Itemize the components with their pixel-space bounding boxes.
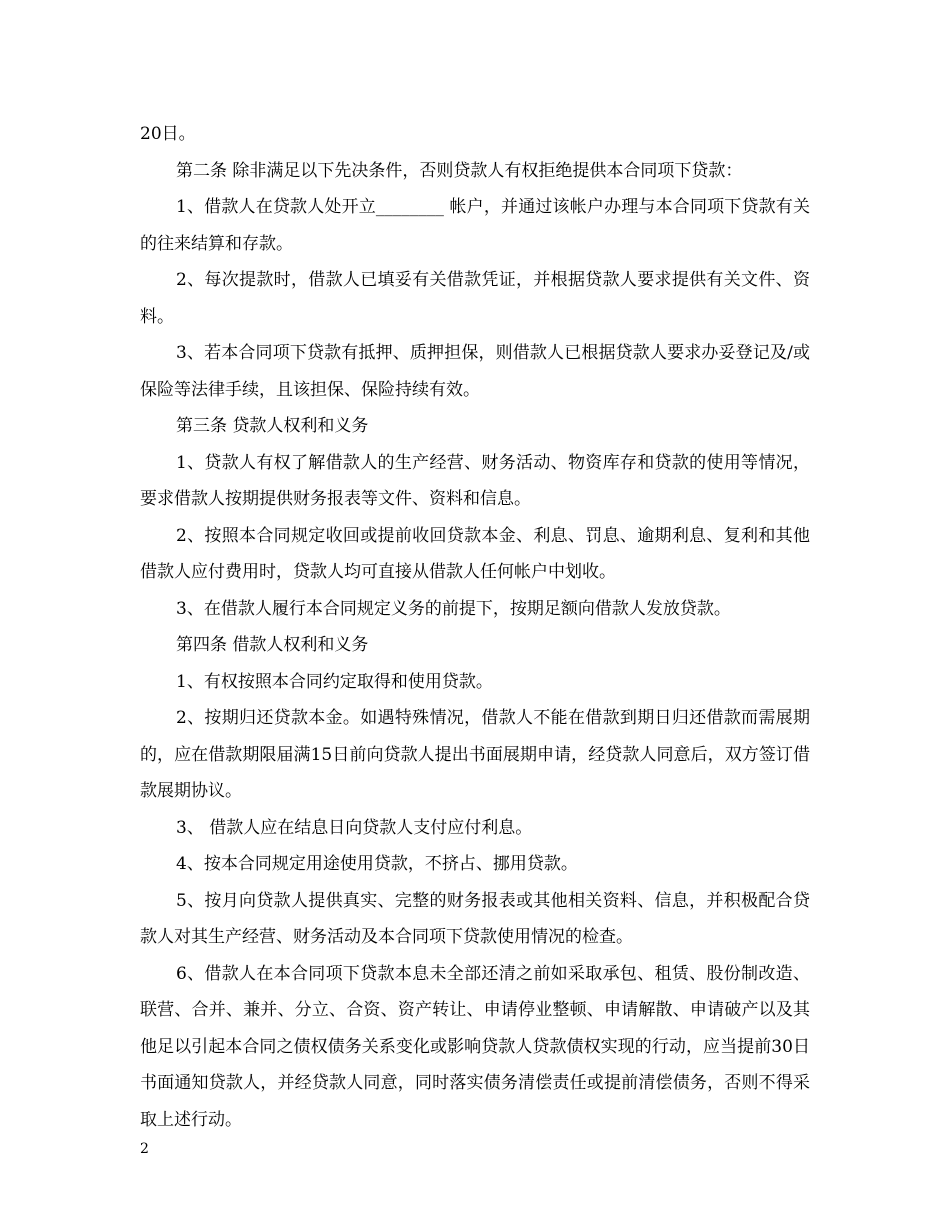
article-4-item-4: 4、按本合同规定用途使用贷款，不挤占、挪用贷款。 [176,854,578,874]
article-3-item-1: 1、贷款人有权了解借款人的生产经营、财务活动、物资库存和贷款的使用等情况，要求借款人按期提供财务报表等文件、资料和信息。 [140,452,810,509]
article-3-item-3: 3、在借款人履行本合同规定义务的前提下，按期足额向借款人发放贷款。 [176,598,731,619]
article-2-heading: 第二条 除非满足以下先决条件，否则贷款人有权拒绝提供本合同项下贷款： [176,160,743,181]
article-4-item-1: 1、有权按照本合同约定取得和使用贷款。 [176,671,493,692]
document-body [140,116,810,1138]
article-3-item-2: 2、按照本合同规定收回或提前收回贷款本金、利息、罚息、逾期利息、复利和其他借款人应付费用时，贷款人均可直接从借款人任何帐户中划收。 [140,525,810,582]
article-3-heading: 第三条 贷款人权利和义务 [176,416,369,436]
article-2-item-2: 2、每次提款时，借款人已填妥有关借款凭证，并根据贷款人要求提供有关文件、资料。 [140,270,810,327]
article-4-heading: 第四条 借款人权利和义务 [176,635,369,655]
article-4-item-5: 5、按月向贷款人提供真实、完整的财务报表或其他相关资料、信息，并积极配合贷款人对其生产经营、财务活动及本合同项下贷款使用情况的检查。 [140,890,810,947]
article-4-item-2: 2、按期归还贷款本金。如遇特殊情况，借款人不能在借款到期日归还借款而需展期的，应在借款期限届满15日前向贷款人提出书面展期申请，经贷款人同意后，双方签订借款展期协议。 [140,708,810,801]
article-2-item-3: 3、若本合同项下贷款有抵押、质押担保，则借款人已根据贷款人要求办妥登记及/或保险等法律手续，且该担保、保险持续有效。 [140,343,810,400]
paragraph-continuation: 20日。 [140,124,196,144]
article-4-item-6: 6、借款人在本合同项下贷款本息未全部还清之前如采取承包、租赁、股份制改造、联营、合并、兼并、分立、合资、资产转让、申请停业整顿、申请解散、申请破产以及其他足以引起本合同之债权债务关系变化或影响贷款人贷款债权实现的行动，应当提前30日书面通知贷款人，并经贷款人同意，同时落实债务清偿责任或提前清偿债务，否则不得采取上述行动。 [140,963,810,1130]
article-4-item-3: 3、 借款人应在结息日向贷款人支付应付利息。 [176,817,533,838]
article-2-item-1: 1、借款人在贷款人处开立________ 帐户，并通过该帐户办理与本合同项下贷款有关的往来结算和存款。 [140,197,810,254]
page-number: 2 [140,1141,149,1157]
